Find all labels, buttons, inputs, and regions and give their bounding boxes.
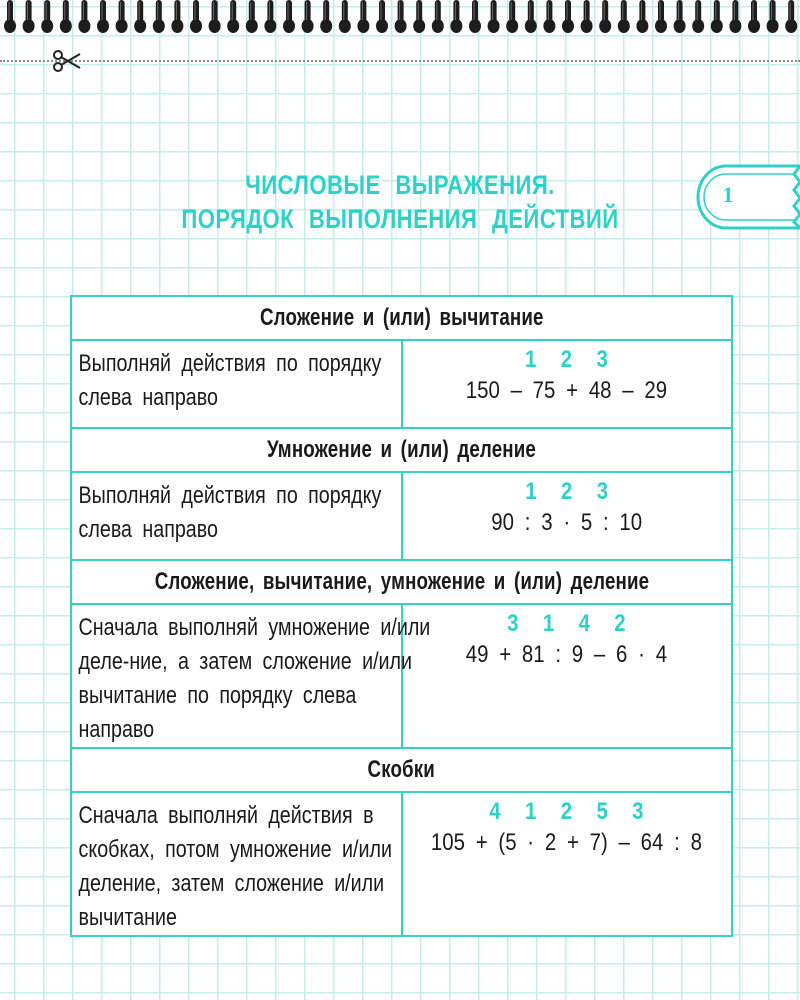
example-cell: [402, 792, 733, 936]
rule-text: Выполняй действия по порядку слева направо: [78, 350, 382, 411]
section-heading-row: [71, 296, 732, 340]
example-cell: [402, 472, 733, 560]
section-heading: Умножение и (или) деление: [71, 428, 732, 472]
example-expression: 49 + 81 : 9 – 6 · 4: [466, 641, 668, 668]
rules-table: [70, 295, 733, 937]
rule-text-cell: [71, 792, 402, 936]
section-heading-row: [71, 560, 732, 604]
rule-row: [71, 340, 732, 428]
rule-text-cell: [71, 340, 402, 428]
rule-row: [71, 792, 732, 936]
cut-line: [0, 60, 800, 62]
action-order: 3 1 4 2: [507, 610, 626, 637]
rule-text: Сначала выполняй действия в скобках, потом умножение и/или деление, затем сложение и/или вычитание: [78, 802, 392, 931]
page-title: [170, 168, 629, 236]
scissors-icon: [52, 48, 82, 74]
example-cell: [402, 340, 733, 428]
action-order: 1 2 3: [525, 478, 609, 505]
page-number: 1: [722, 182, 734, 207]
rule-text-cell: [71, 604, 431, 748]
example-expression: 105 + (5 · 2 + 7) – 64 : 8: [431, 829, 703, 856]
section-heading-row: [71, 748, 732, 792]
rule-row: [71, 472, 732, 560]
page-title-line2: ПОРЯДОК ВЫПОЛНЕНИЯ ДЕЙСТВИЙ: [181, 204, 619, 234]
section-heading-row: [71, 428, 732, 472]
rule-text-cell: [71, 472, 402, 560]
section-heading: Скобки: [71, 748, 732, 792]
action-order: 4 1 2 5 3: [489, 798, 644, 825]
section-heading: Сложение, вычитание, умножение и (или) деление: [71, 560, 732, 604]
example-cell: [402, 604, 733, 748]
page-tab-icon: [696, 162, 800, 230]
spiral-binding-icon: [0, 0, 800, 38]
example-expression: 150 – 75 + 48 – 29: [466, 377, 668, 404]
action-order: 1 2 3: [525, 346, 609, 373]
example-expression: 90 : 3 · 5 : 10: [491, 509, 643, 536]
rule-text: Сначала выполняй умножение и/или деле-ние, а затем сложение и/или вычитание по порядку слева направо: [78, 614, 431, 743]
section-heading: Сложение и (или) вычитание: [71, 296, 732, 340]
page-title-line1: ЧИСЛОВЫЕ ВЫРАЖЕНИЯ.: [245, 170, 555, 200]
rule-text: Выполняй действия по порядку слева направо: [78, 482, 382, 543]
rule-row: [71, 604, 732, 748]
